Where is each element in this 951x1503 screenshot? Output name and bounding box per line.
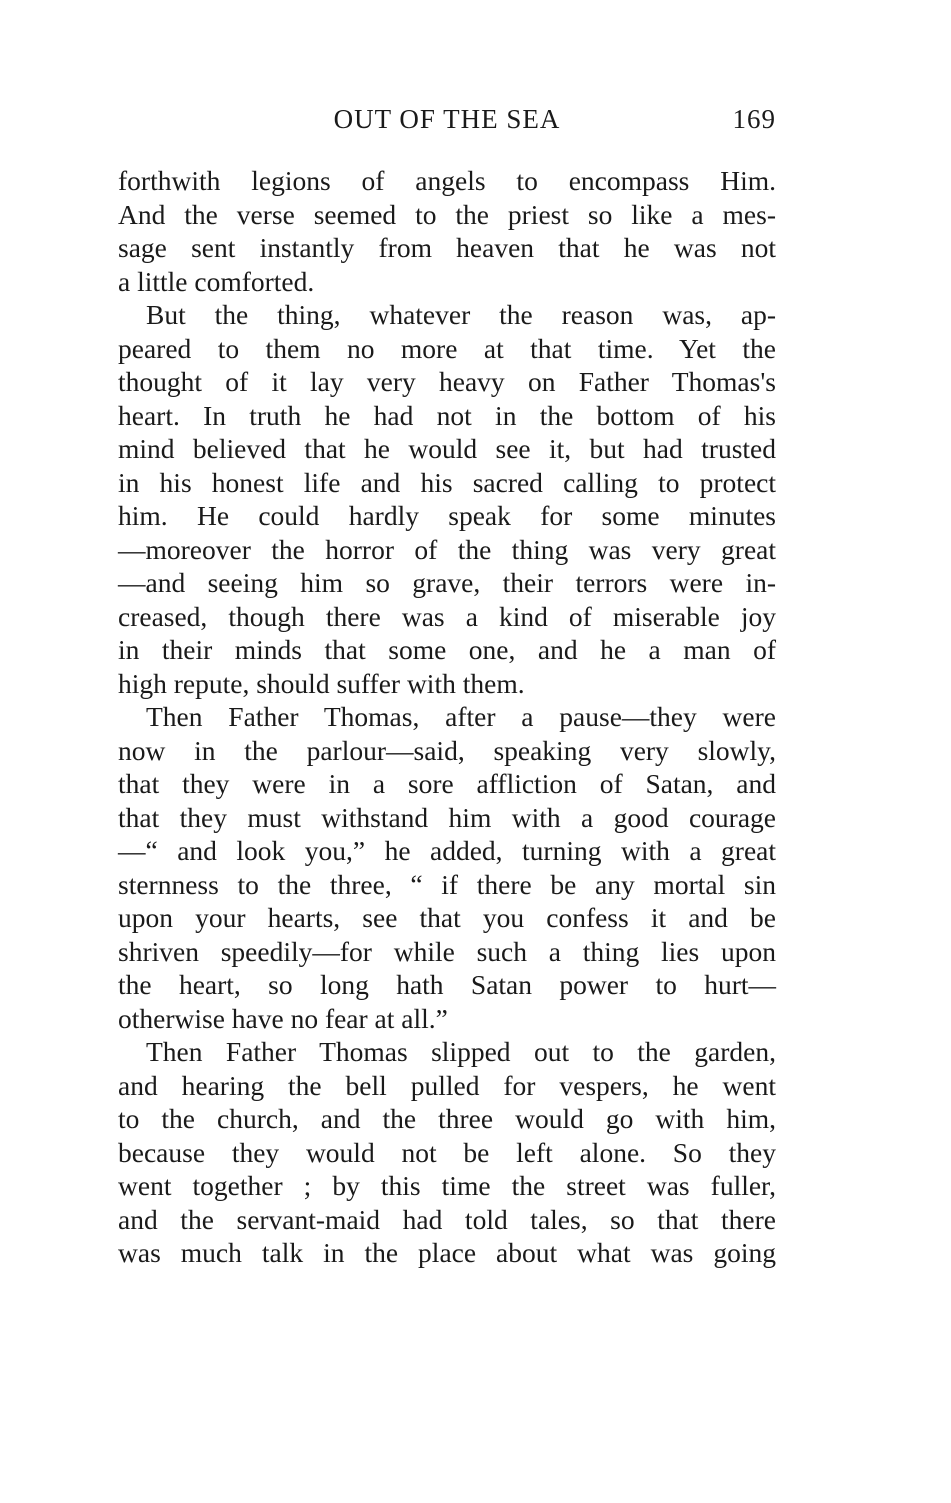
running-title: OUT OF THE SEA bbox=[333, 104, 561, 134]
text-line: and the servant-maid had told tales, so that there bbox=[118, 1203, 776, 1235]
text-line: —“ and look you,” he added, turning with a great bbox=[118, 835, 776, 866]
text-line: that they must withstand him with a good courage bbox=[118, 801, 776, 833]
text-line: because they would not be left alone. So they bbox=[118, 1136, 776, 1168]
page-number: 169 bbox=[732, 104, 776, 134]
text-line: sage sent instantly from heaven that he was not bbox=[118, 232, 776, 263]
text-line: that they were in a sore affliction of Satan, and bbox=[118, 768, 776, 799]
text-line: But the thing, whatever the reason was, ap- bbox=[146, 299, 776, 330]
running-head bbox=[118, 104, 776, 140]
text-line: and hearing the bell pulled for vespers, he went bbox=[118, 1069, 776, 1101]
text-line: was much talk in the place about what was going bbox=[118, 1237, 776, 1268]
text-line: heart. In truth he had not in the bottom of his bbox=[118, 399, 776, 431]
text-line: —moreover the horror of the thing was very great bbox=[118, 533, 776, 565]
text-line: to the church, and the three would go with him, bbox=[118, 1103, 776, 1134]
text-line: thought of it lay very heavy on Father Thomas's bbox=[118, 366, 776, 397]
text-line: in his honest life and his sacred calling to protect bbox=[118, 466, 776, 498]
text-line: high repute, should suffer with them. bbox=[118, 667, 525, 699]
text-line: —and seeing him so grave, their terrors were in- bbox=[118, 567, 776, 598]
text-line: the heart, so long hath Satan power to hurt— bbox=[118, 969, 776, 1000]
text-line: sternness to the three, “ if there be any mortal sin bbox=[118, 868, 776, 900]
text-line: Then Father Thomas slipped out to the garden, bbox=[146, 1036, 776, 1067]
text-line: a little comforted. bbox=[118, 265, 315, 297]
text-line: went together ; by this time the street was fuller, bbox=[118, 1170, 776, 1201]
text-line: mind believed that he would see it, but had trusted bbox=[118, 433, 776, 464]
text-line: peared to them no more at that time. Yet the bbox=[118, 332, 776, 364]
text-line: upon your hearts, see that you confess it and be bbox=[118, 902, 776, 933]
text-line: now in the parlour—said, speaking very slowly, bbox=[118, 734, 776, 766]
text-line: in their minds that some one, and he a man of bbox=[118, 634, 776, 665]
text-line: shriven speedily—for while such a thing lies upon bbox=[118, 935, 776, 967]
text-line: forthwith legions of angels to encompass Him. bbox=[118, 165, 776, 196]
text-line: And the verse seemed to the priest so like a mes- bbox=[118, 198, 776, 230]
text-line: Then Father Thomas, after a pause—they were bbox=[146, 701, 776, 732]
body-text bbox=[118, 164, 776, 1270]
text-line: otherwise have no fear at all.” bbox=[118, 1002, 448, 1034]
text-line: creased, though there was a kind of miserable joy bbox=[118, 600, 776, 632]
text-line: him. He could hardly speak for some minutes bbox=[118, 500, 776, 531]
